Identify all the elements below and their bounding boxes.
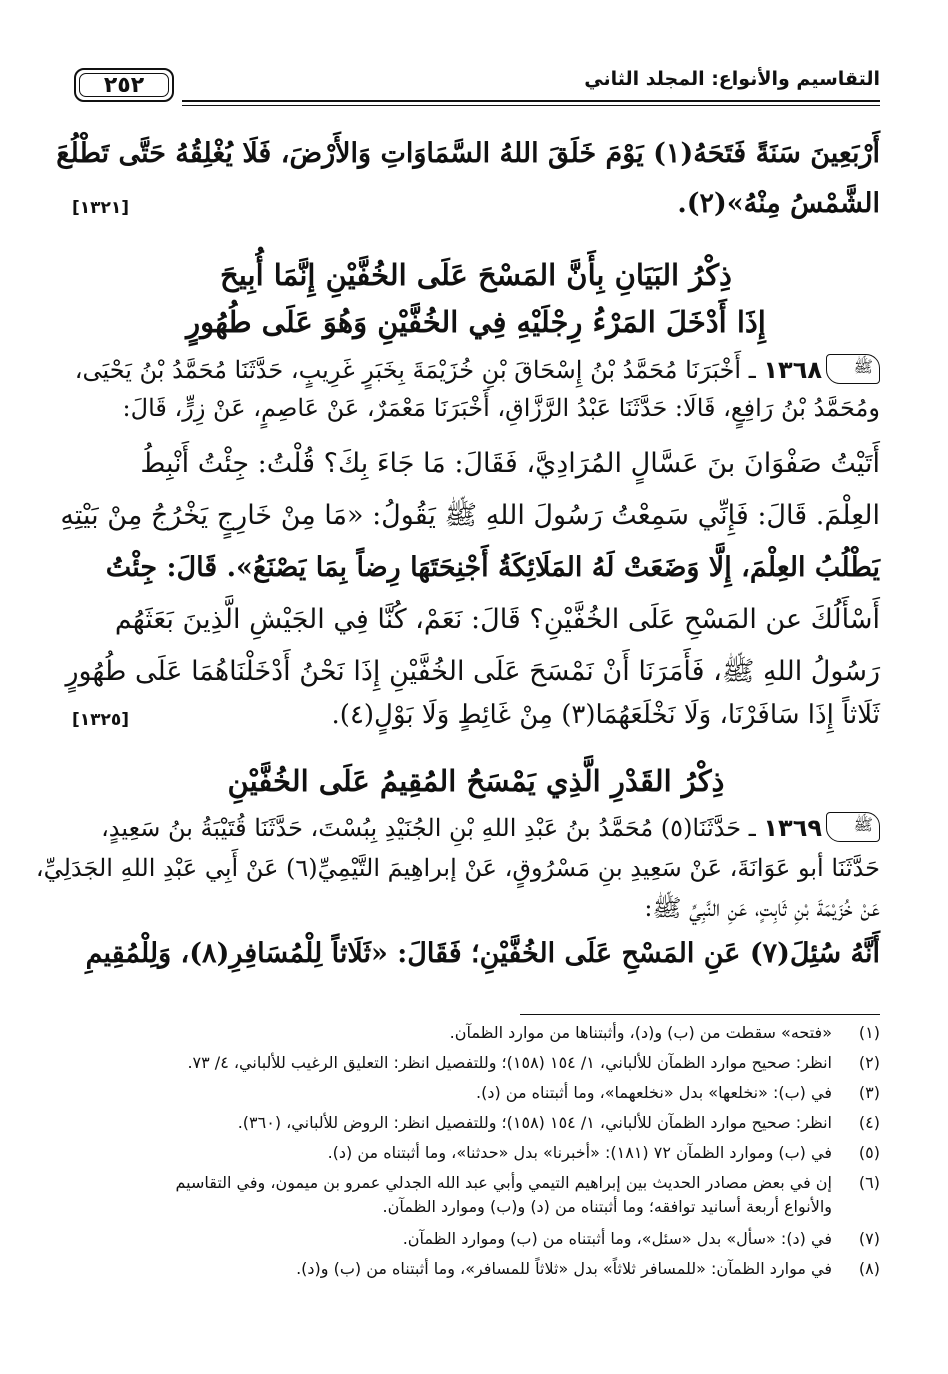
page-number xyxy=(74,68,174,102)
section-heading: ذِكْرُ القَدْرِ الَّذِي يَمْسَحُ المُقِيمُ عَلَى الخُفَّيْنِ xyxy=(227,764,725,798)
section-heading: ذِكْرُ البَيَانِ بِأَنَّ المَسْحَ عَلَى الخُفَّيْنِ إِنَّمَا أُبِيحَ xyxy=(220,258,732,292)
reference-number: [١٣٢١] xyxy=(72,198,130,218)
footnote-text: في موارد الظمآن: «للمسافر ثلاثاً» بدل «ثلاثاً للمسافر»، وما أثبتناه من (ب) و(د). xyxy=(296,1259,832,1278)
isnad-line: ومُحَمَّدُ بْنُ رَافِعٍ، قَالَا: حَدَّثَنَا عَبْدُ الرَّزَّاقِ، أَخْبَرَنَا مَعْمَرٌ، عَنْ عَاصِمٍ، عَنْ زِرٍّ، قَالَ: xyxy=(122,394,880,422)
footnote-text: انظر: صحيح موارد الظمآن للألباني، ١/ ١٥٤ (١٥٨)؛ وللتفصيل انظر: الروض للألباني، (٣٦٠). xyxy=(237,1113,832,1132)
hadith-number: ١٣٦٩ xyxy=(763,814,822,842)
header-rule-thin xyxy=(182,105,880,106)
footnote xyxy=(72,1112,880,1134)
prophet-glyph-icon: ﷺ xyxy=(853,815,873,834)
prophet-glyph-icon: ﷺ xyxy=(853,357,873,376)
footnote-number: (٧) xyxy=(858,1229,880,1248)
footnote xyxy=(72,1022,880,1044)
footnote-continuation: والأنواع أربعة أسانيد توافقه؛ وما أثبتناه من (د) و(ب) وموارد الظمآن. xyxy=(382,1197,832,1216)
footnote-number: (١) xyxy=(858,1023,880,1042)
footnote-divider xyxy=(520,1014,880,1015)
footnote xyxy=(72,1228,880,1250)
footnote xyxy=(72,1258,880,1280)
footnote-number: (٨) xyxy=(858,1259,880,1278)
isnad-text: ـ حَدَّثَنَا(٥) مُحَمَّدُ بنُ عَبْدِ اللهِ بْنِ الجُنَيْدِ بِبُسْتَ، حَدَّثَنَا قُتَيْبَةُ بنُ سَعِيدٍ، xyxy=(101,814,756,842)
reference-number: [١٣٢٥] xyxy=(72,710,130,730)
isnad-line: حَدَّثَنَا أبو عَوَانَةَ، عَنْ سَعِيدِ بنِ مَسْرُوقٍ، عَنْ إبراهِيمَ التَّيْمِيِّ(٦) عَنْ أَبِي عَبْدِ اللهِ الجَدَلِيِّ، xyxy=(35,854,880,882)
matn-line: رَسُولُ اللهِ ﷺ، فَأَمَرَنَا أَنْ نَمْسَحَ عَلَى الخُفَّيْنِ إِذَا نَحْنُ أَدْخَلْنَاهُمَا عَلَى طُهُورٍ xyxy=(65,656,880,687)
matn-line: العِلْمَ. قَالَ: فَإِنِّي سَمِعْتُ رَسُولَ اللهِ ﷺ يَقُولُ: «مَا مِنْ خَارِجٍ يَخْرُجُ مِنْ بَيْتِهِ xyxy=(60,500,880,531)
footnote-text: في (د): «سأل» بدل «سئل»، وما أثبتناه من (ب) وموارد الظمآن. xyxy=(402,1229,832,1248)
footnote-number: (٢) xyxy=(858,1053,880,1072)
footnote xyxy=(72,1142,880,1164)
paragraph-line: أَرْبَعِينَ سَنَةً فَتَحَهُ(١) يَوْمَ خَلَقَ اللهُ السَّمَاوَاتِ وَالأَرْضَ، فَلَا يُغْلِقُهُ حَتَّى تَطْلُعَ xyxy=(56,138,880,169)
footnote xyxy=(72,1172,880,1194)
running-title: التقاسيم والأنواع: المجلد الثاني xyxy=(584,68,880,90)
footnote-number: (٤) xyxy=(858,1113,880,1132)
page-header xyxy=(70,62,880,114)
paragraph-line: الشَّمْسُ مِنْهُ»(٢). xyxy=(677,188,880,219)
isnad-line: عَنْ خُزَيْمَةَ بْنِ ثَابِتٍ، عَنِ النَّبِيِّ ﷺ: xyxy=(644,894,880,922)
footnote xyxy=(72,1082,880,1104)
matn-line: أَسْأَلُكَ عن المَسْحِ عَلَى الخُفَّيْنِ؟ قَالَ: نَعَمْ، كُنَّا فِي الجَيْشِ الَّذِينَ بَعَثَهُم xyxy=(114,604,880,635)
matn-line: يَطْلُبُ العِلْمَ، إِلَّا وَضَعَتْ لَهُ المَلَائِكَةُ أَجْنِحَتَهَا رِضاً بِمَا يَصْنَعُ». قَالَ: جِئْتُ xyxy=(105,552,880,583)
footnote-text: إن في بعض مصادر الحديث بين إبراهيم التيمي وأبي عبد الله الجدلي عمرو بن ميمون، وفي التقاسيم xyxy=(175,1173,832,1192)
hadith-number: ١٣٦٨ xyxy=(763,356,822,384)
isnad-text: ـ أَخْبَرَنَا مُحَمَّدُ بْنُ إِسْحَاقَ بْنِ خُزَيْمَةَ بِخَبَرٍ غَرِيبٍ، حَدَّثَنَا مُحَمَّدُ بْنُ يَحْيَى، xyxy=(74,356,756,384)
footnote-number: (٦) xyxy=(858,1173,880,1192)
footnote-text: في (ب) وموارد الظمآن ٧٢ (١٨١): «أخبرنا» بدل «حدثنا»، وما أثبتناه من (د). xyxy=(327,1143,832,1162)
matn-line: أَتَيْتُ صَفْوَانَ بنَ عَسَّالٍ المُرَادِيَّ، فَقَالَ: مَا جَاءَ بِكَ؟ قُلْتُ: جِئْتُ أَنْبِطُ xyxy=(140,448,880,479)
footnote-text: انظر: صحيح موارد الظمآن للألباني، ١/ ١٥٤ (١٥٨)؛ وللتفصيل انظر: التعليق الرغيب للألباني، ٤/ ٧٣. xyxy=(187,1053,832,1072)
matn-line: أَنَّهُ سُئِلَ(٧) عَنِ المَسْحِ عَلَى الخُفَّيْنِ؛ فَقَالَ: «ثَلَاثاً لِلْمُسَافِرِ(٨)، وَلِلْمُقِيمِ xyxy=(85,938,880,969)
footnote xyxy=(72,1052,880,1074)
hadith-1369 xyxy=(35,810,880,1000)
footnote-text: في (ب): «نخلعها» بدل «نخلعهما»، وما أثبتناه من (د). xyxy=(475,1083,832,1102)
hadith-badge-icon xyxy=(826,354,880,384)
footnote-number: (٥) xyxy=(858,1143,880,1162)
section-heading: إِذَا أَدْخَلَ المَرْءُ رِجْلَيْهِ فِي الخُفَّيْنِ وَهُوَ عَلَى طُهُورٍ xyxy=(186,305,766,339)
page-number-text: ٢٥٢ xyxy=(103,72,145,98)
footnote-number: (٣) xyxy=(858,1083,880,1102)
header-rule xyxy=(182,100,880,102)
matn-line: ثَلَاثاً إِذَا سَافَرْنَا، وَلَا نَخْلَعَهُمَا(٣) مِنْ غَائِطٍ وَلَا بَوْلٍ(٤). xyxy=(331,700,880,730)
continued-paragraph xyxy=(56,138,880,230)
footnote-text: «فتحه» سقطت من (ب) و(د)، وأثبتناها من موارد الظمآن. xyxy=(449,1023,832,1042)
hadith-badge-icon xyxy=(826,812,880,842)
isnad-line xyxy=(72,358,822,382)
hadith-1368 xyxy=(60,352,880,732)
isnad-line xyxy=(72,816,822,840)
